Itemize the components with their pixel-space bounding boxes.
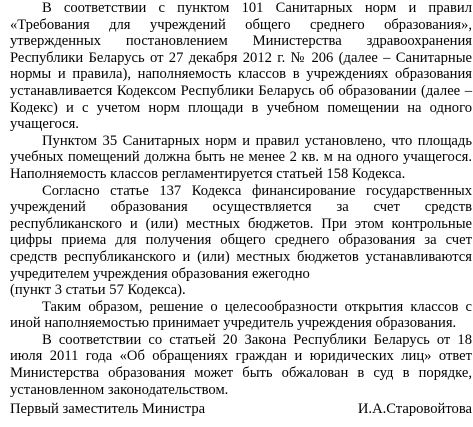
paragraph-appeal: В соответствии со статьей 20 Закона Республики Беларусь от 18 июля 2011 года «Об обращениях граждан и юридических лиц» ответ Министерства образования может быть обжалован в суд в порядке, установленном законодательством. [10,331,472,398]
paragraph-sanitary-norms: В соответствии с пунктом 101 Санитарных норм и правил «Требования для учреждений общего среднего образования», утвержденных постановлением Министерства здравоохранения Республики Беларусь от 27 декабря 2012 г. № 206 (далее – Санитарные нормы и правила), наполняемость классов в учреждениях образования устанавливается Кодексом Республики Беларусь об образовании (далее – Кодекс) и с учетом норм площади в учебном помещении на одного учащегося. [10,0,472,133]
paragraph-room-area: Пунктом 35 Санитарных норм и правил установлено, что площадь учебных помещений должна быть не менее 2 кв. м на одного учащегося. Наполняемость классов регламентируется статьей 158 Кодекса. [10,132,472,182]
signatory-position: Первый заместитель Министра [10,401,206,417]
document-body [10,0,472,398]
signatory-name: И.А.Старовойтова [357,401,472,417]
paragraph-financing: Согласно статье 137 Кодекса финансирование государственных учреждений образования осуществляется за счет средств республиканского и (или) местных бюджетов. При этом контрольные цифры приема для получения общего среднего образования за счет средств республиканского и (или) местных бюджетов устанавливаются учредителем учреждения образования ежегодно (пункт 3 статьи 57 Кодекса). [10,182,472,299]
paragraph-conclusion: Таким образом, решение о целесообразности открытия классов с иной наполняемостью принимает учредитель учреждения образования. [10,298,472,332]
